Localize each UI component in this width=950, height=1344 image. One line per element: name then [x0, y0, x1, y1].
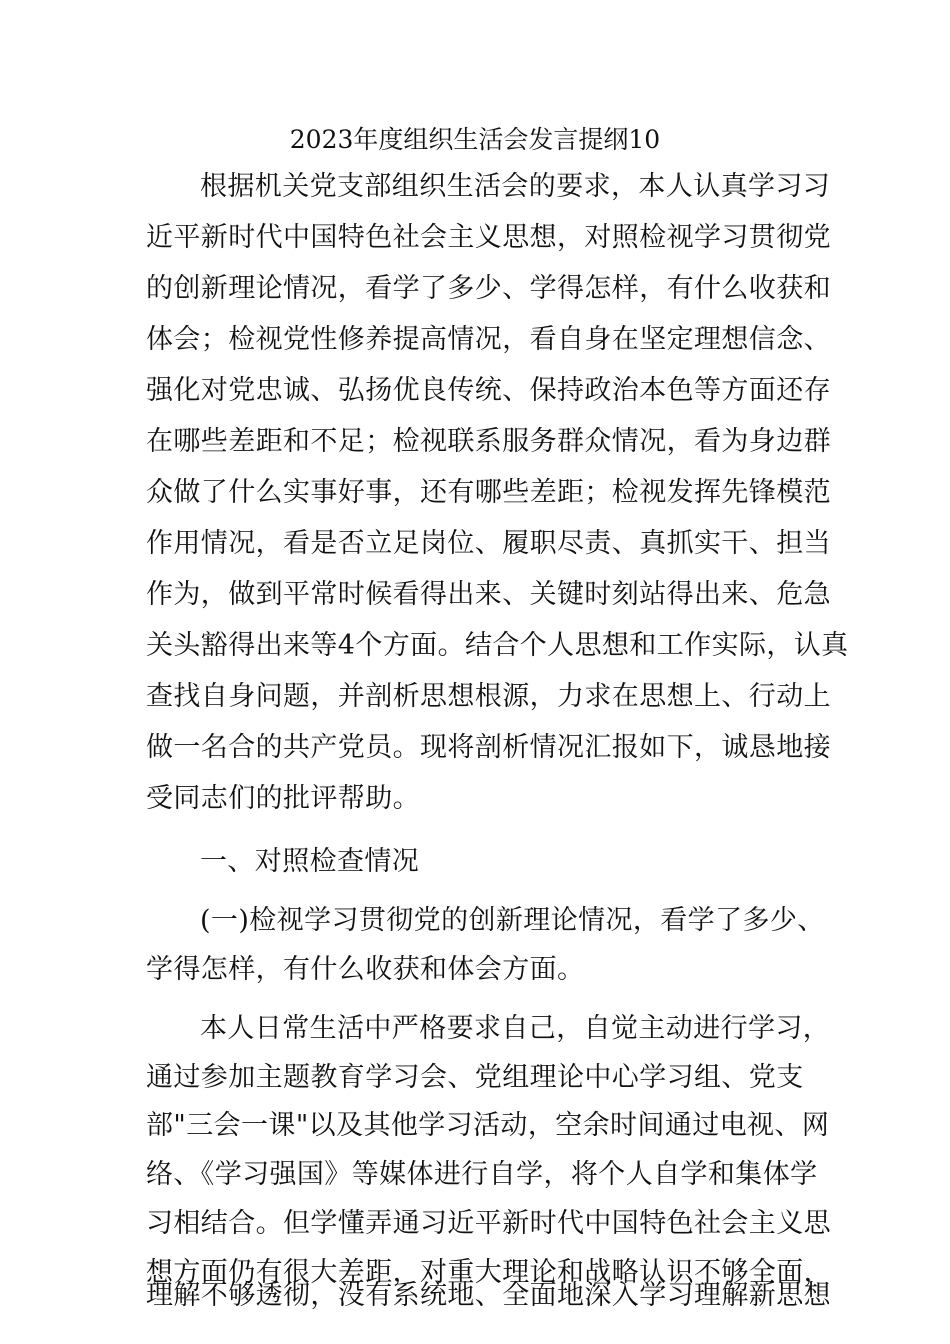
paragraph-line: 在哪些差距和不足；检视联系服务群众情况，看为身边群 — [146, 426, 831, 457]
paragraph-line: 本人日常生活中严格要求自己，自觉主动进行学习， — [200, 1013, 831, 1045]
paragraph-line: 众做了什么实事好事，还有哪些差距；检视发挥先锋模范 — [146, 477, 831, 508]
paragraph-line: 想方面仍有很大差距，对重大理论和战略认识不够全面， — [146, 1256, 831, 1288]
paragraph-line: 体会；检视党性修养提高情况，看自身在坚定理想信念、 — [146, 324, 831, 355]
paragraph-line: 关头豁得出来等4个方面。结合个人思想和工作实际，认真 — [146, 630, 849, 661]
paragraph-line: 受同志们的批评帮助。 — [146, 783, 420, 814]
paragraph-line: 理解不够透彻，没有系统地、全面地深入学习理解新思想 — [146, 1279, 831, 1311]
document-title: 2023年度组织生活会发言提纲10 — [289, 125, 661, 154]
paragraph-line: 络、《学习强国》等媒体进行自学，将个人自学和集体学 — [146, 1159, 818, 1191]
paragraph-line: 作用情况，看是否立足岗位、履职尽责、真抓实干、担当 — [146, 528, 831, 559]
paragraph-line: 作为，做到平常时候看得出来、关键时刻站得出来、危急 — [146, 579, 831, 610]
subsection-heading: (一)检视学习贯彻党的创新理论情况，看学了多少、 — [200, 905, 825, 937]
paragraph-line: 近平新时代中国特色社会主义思想，对照检视学习贯彻党 — [146, 222, 831, 253]
paragraph-line: 根据机关党支部组织生活会的要求，本人认真学习习 — [200, 171, 831, 202]
paragraph-line: 部"三会一课"以及其他学习活动，空余时间通过电视、网 — [146, 1110, 830, 1142]
section-heading: 一、对照检查情况 — [200, 845, 420, 877]
paragraph-line: 查找自身问题，并剖析思想根源，力求在思想上、行动上 — [146, 681, 831, 712]
paragraph-line: 做一名合的共产党员。现将剖析情况汇报如下，诚恳地接 — [146, 732, 831, 763]
paragraph-line: 的创新理论情况，看学了多少、学得怎样，有什么收获和 — [146, 273, 831, 304]
subsection-heading: 学得怎样，有什么收获和体会方面。 — [146, 953, 585, 985]
paragraph-line: 通过参加主题教育学习会、党组理论中心学习组、党支 — [146, 1061, 804, 1093]
paragraph-line: 强化对党忠诚、弘扬优良传统、保持政治本色等方面还存 — [146, 375, 831, 406]
paragraph-line: 习相结合。但学懂弄通习近平新时代中国特色社会主义思 — [146, 1207, 831, 1239]
